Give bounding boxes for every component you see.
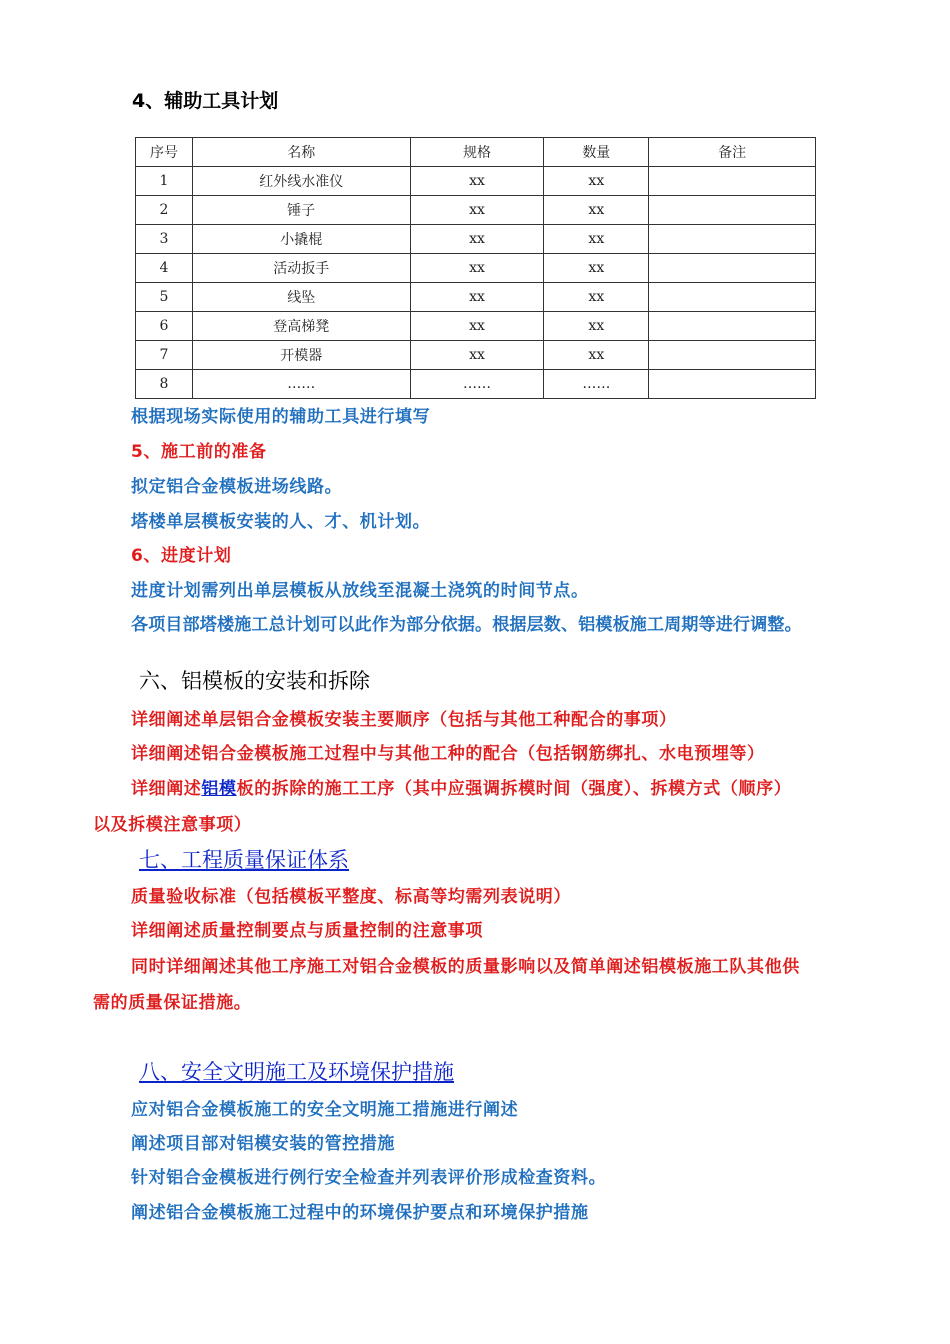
cell-name: 小撬棍 [192, 225, 410, 254]
part-6-line: 详细阐述铝合金模板施工过程中与其他工种的配合（包括钢筋绑扎、水电预埋等） [131, 744, 765, 764]
tools-note: 根据现场实际使用的辅助工具进行填写 [131, 407, 431, 427]
cell-index: 1 [136, 167, 193, 196]
cell-name: 登高梯凳 [192, 312, 410, 341]
cell-index: 6 [136, 312, 193, 341]
part-6-line3-end: 板的拆除的施工工序（其中应强调拆模时间（强度）、拆模方式（顺序） [236, 779, 792, 799]
cell-remarks [649, 283, 816, 312]
part-8-line: 阐述铝合金模板施工过程中的环境保护要点和环境保护措施 [131, 1203, 589, 1223]
cell-quantity: xx [544, 254, 649, 283]
cell-spec: xx [410, 225, 544, 254]
cell-remarks [649, 312, 816, 341]
table-row [136, 312, 816, 341]
cell-quantity: xx [544, 341, 649, 370]
cell-remarks [649, 225, 816, 254]
cell-name: 锤子 [192, 196, 410, 225]
cell-spec: xx [410, 283, 544, 312]
auxiliary-tools-table [135, 137, 816, 399]
cell-remarks [649, 254, 816, 283]
header-name: 名称 [192, 138, 410, 167]
table-row [136, 225, 816, 254]
part-7-heading: 七、工程质量保证体系 [139, 848, 349, 872]
cell-quantity: xx [544, 167, 649, 196]
section-5-line: 塔楼单层模板安装的人、才、机计划。 [131, 512, 431, 532]
cell-quantity: xx [544, 196, 649, 225]
table-header-row [136, 138, 816, 167]
cell-quantity: …… [544, 370, 649, 399]
cell-remarks [649, 167, 816, 196]
part-7-line: 详细阐述质量控制要点与质量控制的注意事项 [131, 921, 483, 941]
cell-spec: xx [410, 341, 544, 370]
cell-index: 7 [136, 341, 193, 370]
section-5-line: 拟定铝合金模板进场线路。 [131, 477, 343, 497]
section-6-line: 进度计划需列出单层模板从放线至混凝土浇筑的时间节点。 [131, 581, 589, 601]
cell-remarks [649, 370, 816, 399]
cell-quantity: xx [544, 312, 649, 341]
part-7-line: 质量验收标准（包括模板平整度、标高等均需列表说明） [131, 887, 571, 907]
cell-quantity: xx [544, 225, 649, 254]
cell-spec: …… [410, 370, 544, 399]
aluminum-formwork-link[interactable]: 铝模 [201, 779, 237, 799]
cell-remarks [649, 196, 816, 225]
cell-index: 5 [136, 283, 193, 312]
table-row [136, 341, 816, 370]
table-row [136, 370, 816, 399]
part-6-line [131, 774, 791, 799]
cell-spec: xx [410, 196, 544, 225]
cell-quantity: xx [544, 283, 649, 312]
cell-spec: xx [410, 167, 544, 196]
cell-name: 线坠 [192, 283, 410, 312]
section-6-line: 各项目部塔楼施工总计划可以此作为部分依据。根据层数、铝模板施工周期等进行调整。 [131, 615, 802, 635]
part-8-heading: 八、安全文明施工及环境保护措施 [139, 1060, 454, 1084]
table-row [136, 283, 816, 312]
table-row [136, 196, 816, 225]
cell-index: 4 [136, 254, 193, 283]
cell-name: …… [192, 370, 410, 399]
cell-remarks [649, 341, 816, 370]
cell-name: 活动扳手 [192, 254, 410, 283]
part-6-line3-start: 详细阐述 [131, 779, 202, 799]
section-5-heading: 5、施工前的准备 [131, 442, 267, 462]
cell-name: 开模器 [192, 341, 410, 370]
header-spec: 规格 [410, 138, 544, 167]
cell-name: 红外线水准仪 [192, 167, 410, 196]
cell-index: 3 [136, 225, 193, 254]
table-row [136, 167, 816, 196]
part-6-line-continued: 以及拆模注意事项） [93, 815, 252, 835]
part-8-line: 针对铝合金模板进行例行安全检查并列表评价形成检查资料。 [131, 1168, 607, 1188]
part-8-line: 阐述项目部对铝模安装的管控措施 [131, 1134, 395, 1154]
header-index: 序号 [136, 138, 193, 167]
part-6-line: 详细阐述单层铝合金模板安装主要顺序（包括与其他工种配合的事项） [131, 710, 677, 730]
section-4-heading: 4、辅助工具计划 [132, 90, 279, 112]
table-row [136, 254, 816, 283]
cell-index: 8 [136, 370, 193, 399]
part-7-line: 同时详细阐述其他工序施工对铝合金模板的质量影响以及简单阐述铝模板施工队其他供 [131, 957, 800, 977]
part-6-heading: 六、铝模板的安装和拆除 [139, 669, 370, 693]
part-7-line-continued: 需的质量保证措施。 [93, 993, 252, 1013]
section-6-heading: 6、进度计划 [131, 546, 232, 566]
header-quantity: 数量 [544, 138, 649, 167]
part-8-line: 应对铝合金模板施工的安全文明施工措施进行阐述 [131, 1100, 519, 1120]
cell-spec: xx [410, 312, 544, 341]
cell-spec: xx [410, 254, 544, 283]
header-remarks: 备注 [649, 138, 816, 167]
cell-index: 2 [136, 196, 193, 225]
